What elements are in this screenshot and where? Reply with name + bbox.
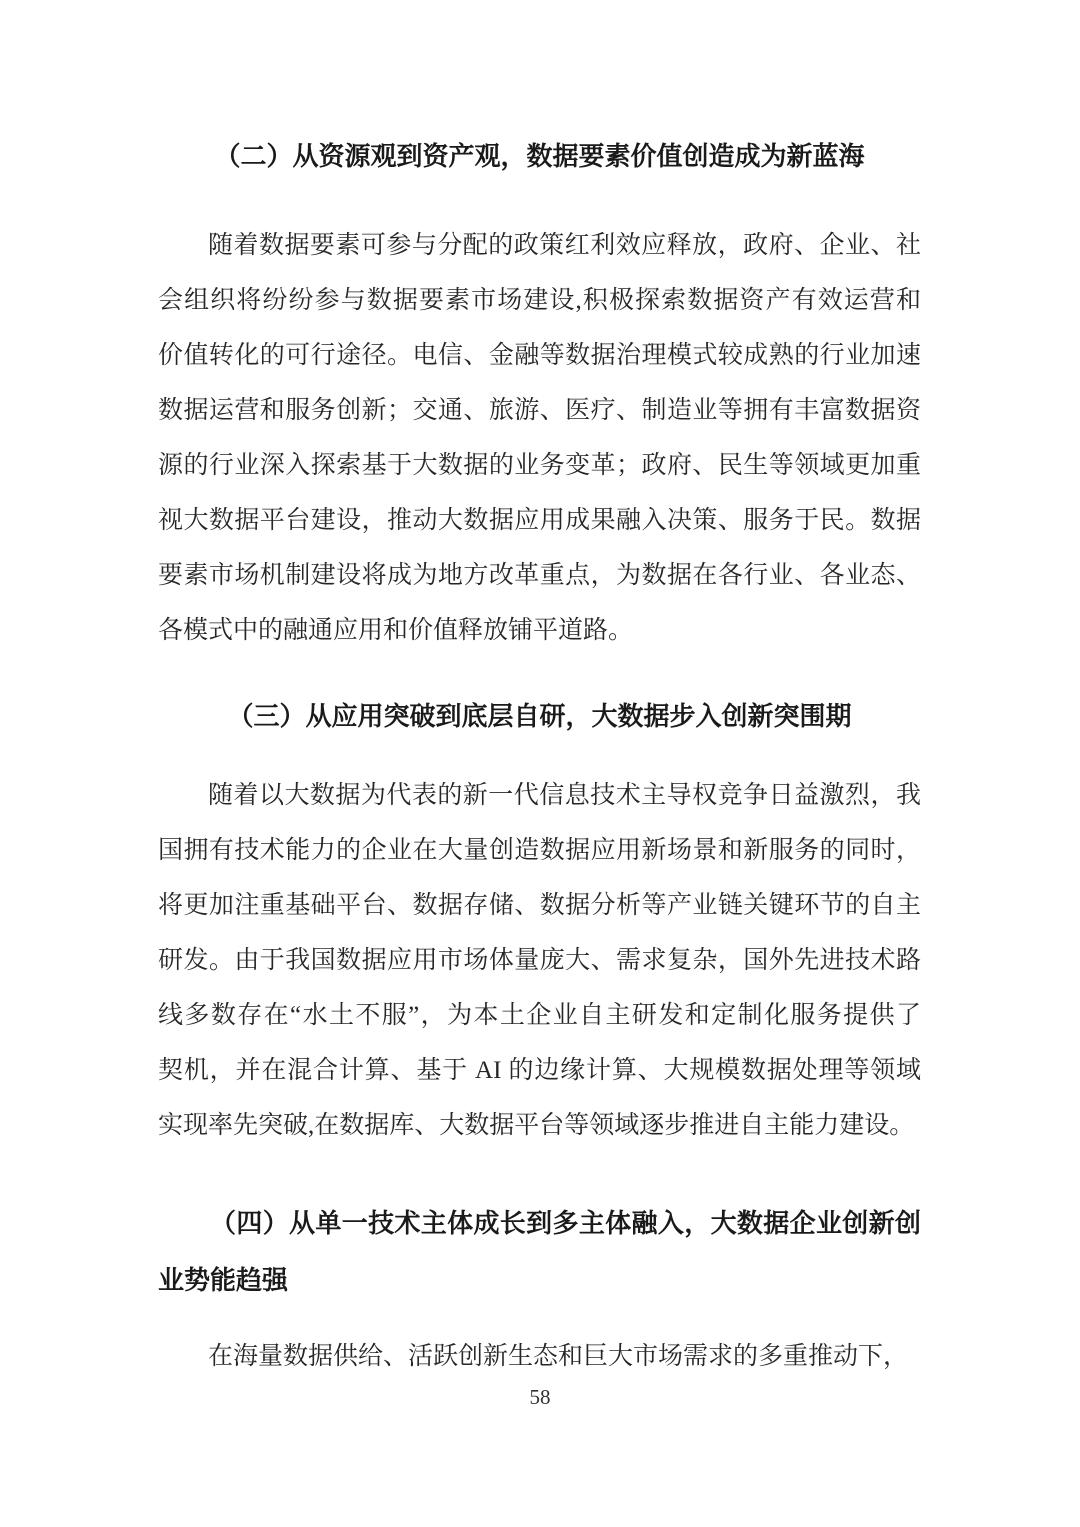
text-line: 随着以大数据为代表的新一代信息技术主导权竞争日益激烈，我 xyxy=(208,782,921,809)
text-line: 价值转化的可行途径。电信、金融等数据治理模式较成熟的行业加速 xyxy=(158,342,921,369)
text-line: 源的行业深入探索基于大数据的业务变革；政府、民生等领域更加重 xyxy=(158,452,921,479)
text-line: 将更加注重基础平台、数据存储、数据分析等产业链关键环节的自主 xyxy=(158,892,921,919)
paragraph xyxy=(158,218,921,658)
page-footer xyxy=(0,1382,1080,1412)
text-line: 视大数据平台建设，推动大数据应用成果融入决策、服务于民。数据 xyxy=(158,507,921,534)
text-line: 各模式中的融通应用和价值释放铺平道路。 xyxy=(158,617,634,644)
text-line: 要素市场机制建设将成为地方改革重点，为数据在各行业、各业态、 xyxy=(158,562,921,589)
document-content xyxy=(158,0,921,1384)
page-number: 58 xyxy=(529,1385,551,1409)
heading-line: （四）从单一技术主体成长到多主体融入，大数据企业创新创 xyxy=(210,1208,921,1238)
text-line: 数据运营和服务创新；交通、旅游、医疗、制造业等拥有丰富数据资 xyxy=(158,397,921,424)
text-line: 实现率先突破,在数据库、大数据平台等领域逐步推进自主能力建设。 xyxy=(158,1112,915,1139)
text-line: 研发。由于我国数据应用市场体量庞大、需求复杂，国外先进技术路 xyxy=(158,947,921,974)
heading-line: 业势能趋强 xyxy=(158,1265,289,1295)
paragraph xyxy=(158,1329,921,1384)
section-heading: （二）从资源观到资产观，数据要素价值创造成为新蓝海 xyxy=(214,141,865,171)
text-line: 国拥有技术能力的企业在大量创造数据应用新场景和新服务的同时， xyxy=(158,837,921,864)
text-line: 随着数据要素可参与分配的政策红利效应释放，政府、企业、社 xyxy=(208,232,921,259)
section-heading xyxy=(158,1195,921,1309)
text-line: 会组织将纷纷参与数据要素市场建设,积极探索数据资产有效运营和 xyxy=(158,287,921,314)
text-line: 契机，并在混合计算、基于 AI 的边缘计算、大规模数据处理等领域 xyxy=(158,1057,921,1084)
paragraph xyxy=(158,768,921,1153)
text-line: 在海量数据供给、活跃创新生态和巨大市场需求的多重推动下， xyxy=(208,1343,909,1370)
text-line: 线多数存在“水土不服”，为本土企业自主研发和定制化服务提供了 xyxy=(158,1002,921,1029)
section-heading: （三）从应用突破到底层自研，大数据步入创新突围期 xyxy=(227,701,852,731)
